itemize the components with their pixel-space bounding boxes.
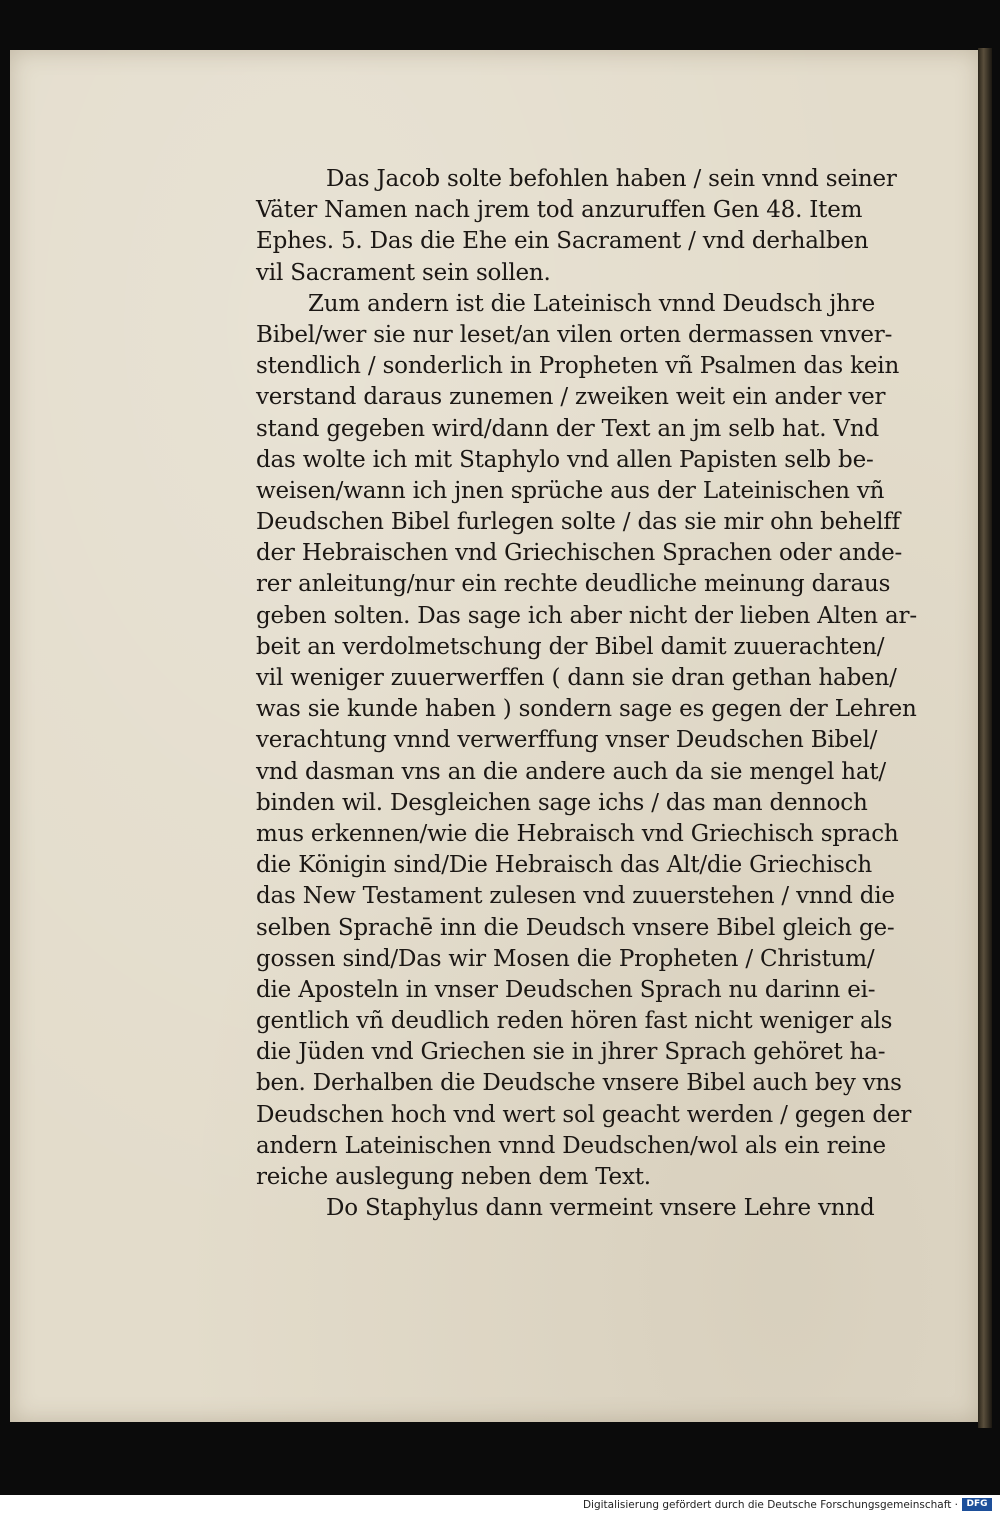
body-text xyxy=(256,164,928,1224)
footer-credit: Digitalisierung gefördert durch die Deutsche Forschungsgemeinschaft · xyxy=(582,1499,958,1511)
text-line: vnd dasman vns an die andere auch da sie mengel hat/ xyxy=(256,758,886,785)
text-line: beit an verdolmetschung der Bibel damit zuuerachten/ xyxy=(256,633,885,660)
text-line: Das Jacob solte befohlen haben / sein vnnd seiner xyxy=(326,166,897,192)
text-line: Deudschen Bibel furlegen solte / das sie mir ohn behelff xyxy=(256,509,900,536)
text-line: Bibel/wer sie nur leset/an vilen orten dermassen vnver- xyxy=(256,321,893,348)
text-line: andern Lateinischen vnnd Deudschen/wol als ein reine xyxy=(256,1132,886,1159)
text-line: geben solten. Das sage ich aber nicht der lieben Alten ar- xyxy=(256,602,917,629)
text-line: verstand daraus zunemen / zweiken weit ein ander ver xyxy=(256,384,886,411)
text-line: mus erkennen/wie die Hebraisch vnd Griechisch sprach xyxy=(256,820,899,847)
text-line: die Aposteln in vnser Deudschen Sprach nu darinn ei- xyxy=(256,976,876,1003)
text-line: das New Testament zulesen vnd zuuerstehen / vnnd die xyxy=(256,883,895,910)
text-line: gentlich vñ deudlich reden hören fast nicht weniger als xyxy=(256,1008,893,1035)
text-line: rer anleitung/nur ein rechte deudliche meinung daraus xyxy=(256,571,891,598)
text-line: verachtung vnnd verwerffung vnser Deudschen Bibel/ xyxy=(256,727,878,754)
text-line: selben Sprachē inn die Deudsch vnsere Bibel gleich ge- xyxy=(256,914,895,941)
text-line: reiche auslegung neben dem Text. xyxy=(256,1164,651,1190)
text-line: der Hebraischen vnd Griechischen Sprachen oder ande- xyxy=(256,540,903,567)
text-line: binden wil. Desgleichen sage ichs / das man dennoch xyxy=(256,789,868,816)
text-line: Ephes. 5. Das die Ehe ein Sacrament / vnd derhalben xyxy=(256,228,869,255)
text-line: Väter Namen nach jrem tod anzuruffen Gen 48. Item xyxy=(256,197,863,224)
text-line: was sie kunde haben ) sondern sage es gegen der Lehren xyxy=(256,696,917,723)
text-line: die Jüden vnd Griechen sie in jhrer Sprach gehöret ha- xyxy=(256,1039,886,1066)
text-line: Deudschen hoch vnd wert sol geacht werden / gegen der xyxy=(256,1101,912,1128)
text-line: vil weniger zuuerwerffen ( dann sie dran gethan haben/ xyxy=(256,665,897,691)
text-line: weisen/wann ich jnen sprüche aus der Lateinischen vñ xyxy=(256,477,885,504)
text-line: gossen sind/Das wir Mosen die Propheten / Christum/ xyxy=(256,945,875,972)
text-line: stendlich / sonderlich in Propheten vñ Psalmen das kein xyxy=(256,353,900,380)
text-line: das wolte ich mit Staphylo vnd allen Papisten selb be- xyxy=(256,446,874,473)
page-edge xyxy=(978,48,992,1428)
text-line: vil Sacrament sein sollen. xyxy=(256,259,551,286)
dfg-logo: DFG xyxy=(962,1498,992,1511)
text-line: Do Staphylus dann vermeint vnsere Lehre vnnd xyxy=(326,1195,875,1222)
text-line: Zum andern ist die Lateinisch vnnd Deudsch jhre xyxy=(308,290,875,317)
text-line: ben. Derhalben die Deudsche vnsere Bibel auch bey vns xyxy=(256,1070,902,1097)
text-line: die Königin sind/Die Hebraisch das Alt/die Griechisch xyxy=(256,852,873,879)
text-line: stand gegeben wird/dann der Text an jm selb hat. Vnd xyxy=(256,415,879,442)
